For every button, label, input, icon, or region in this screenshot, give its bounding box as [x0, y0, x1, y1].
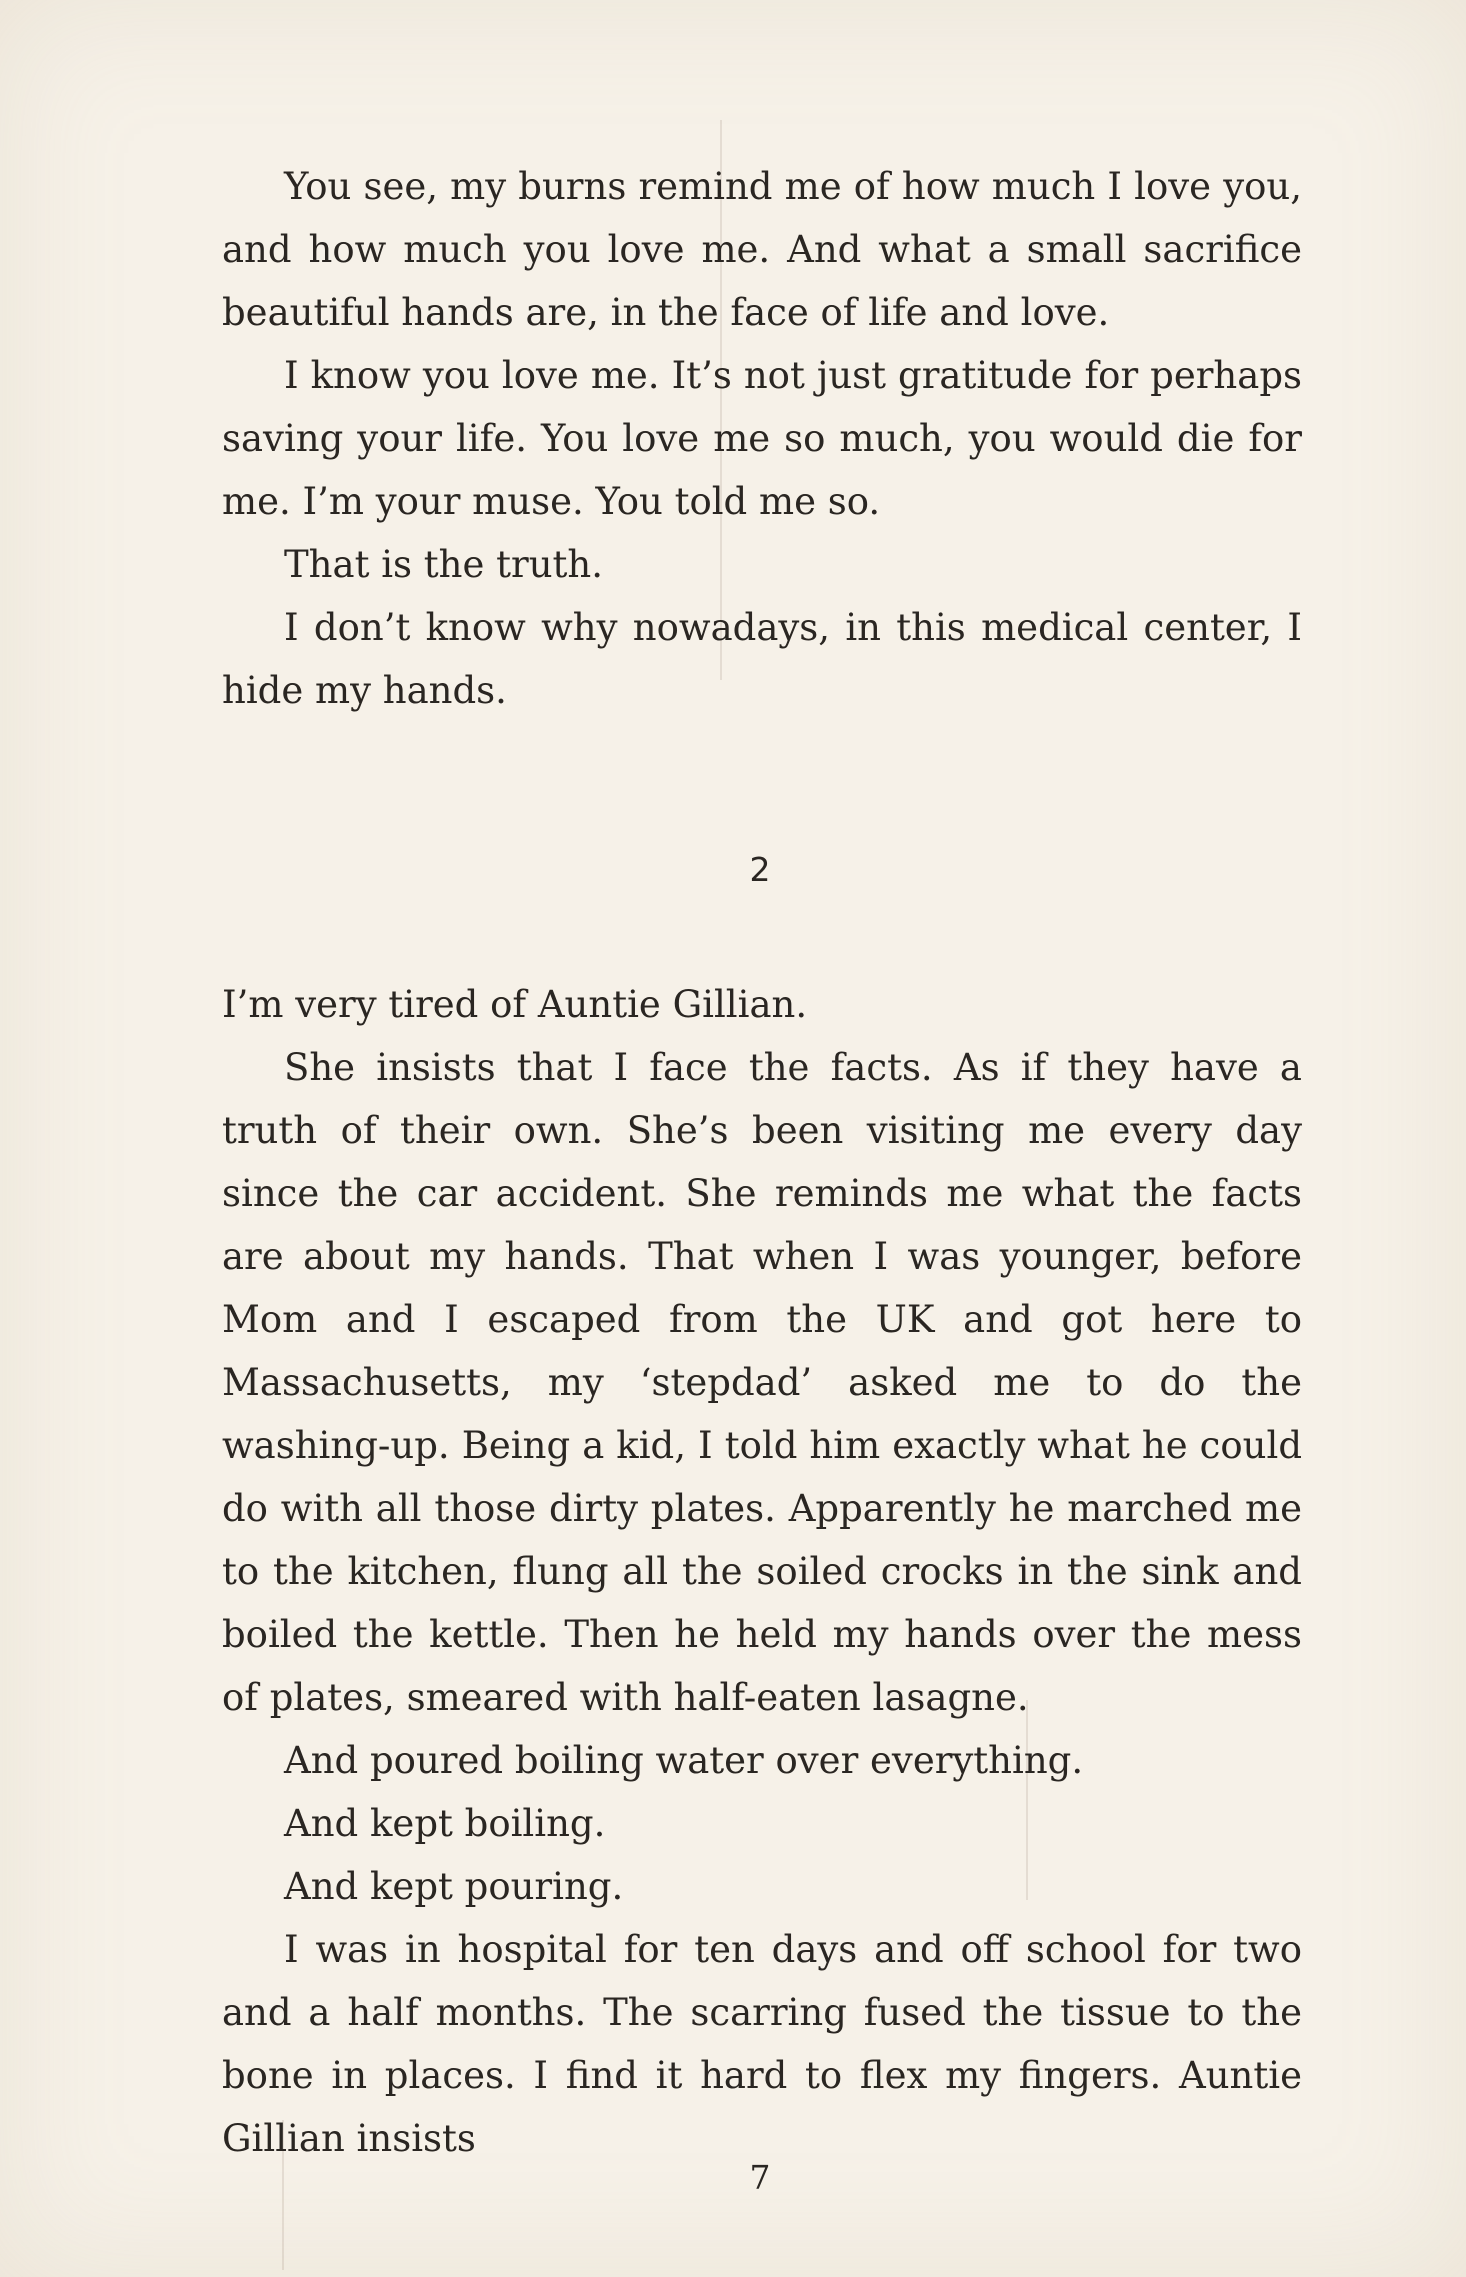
paragraph: And kept pouring. [284, 1865, 624, 1908]
paragraph: I’m very tired of Auntie Gillian. [222, 983, 808, 1026]
paragraph: I was in hospital for ten days and off school for two and a half months. The scarring fused the tissue to the bone in places. I find it hard to flex my fingers. Auntie Gillian insists [222, 1928, 1302, 2160]
paragraph: I don’t know why nowadays, in this medical center, I hide my hands. [222, 606, 1302, 712]
paragraph: I know you love me. It’s not just gratitude for perhaps saving your life. You love me so much, you would die for me. I’m your muse. You told me so. [222, 354, 1302, 523]
section-2-text [222, 973, 1302, 2170]
paragraph: And poured boiling water over everything. [284, 1739, 1084, 1782]
paragraph: She insists that I face the facts. As if they have a truth of their own. She’s been visiting me every day since the car accident. She reminds me what the facts are about my hands. That when I was younger, before Mom and I escaped from the UK and got here to Massachusetts, my ‘stepdad’ asked me to do the washing-up. Being a kid, I told him exactly what he could do with all those dirty plates. Apparently he marched me to the kitchen, flung all the soiled crocks in the sink and boiled the kettle. Then he held my hands over the mess of plates, smeared with half-eaten lasagne. [222, 1046, 1302, 1719]
paragraph: That is the truth. [284, 543, 603, 586]
paragraph: And kept boiling. [284, 1802, 606, 1845]
paragraph: You see, my burns remind me of how much I love you, and how much you love me. And what a small sacrifice beautiful hands are, in the face of life and love. [222, 165, 1302, 334]
section-1-text [222, 155, 1302, 722]
page-number: 7 [749, 2158, 771, 2197]
chapter-number: 2 [749, 850, 771, 889]
